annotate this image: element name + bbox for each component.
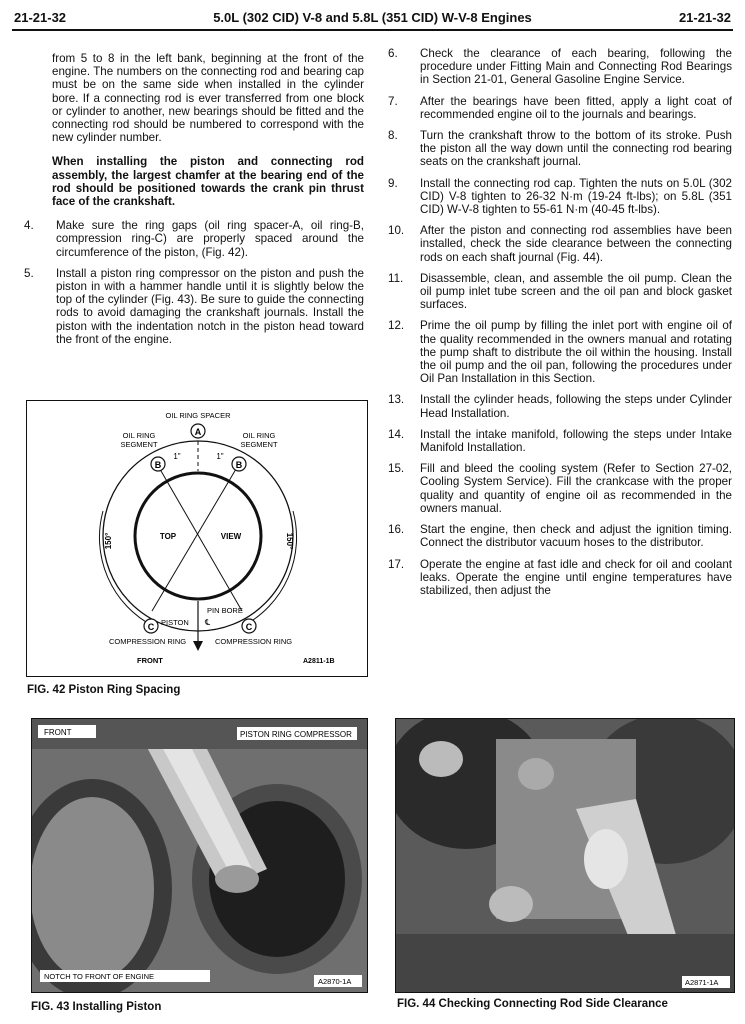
step-item — [388, 272, 732, 312]
step-text: Install the intake manifold, following the steps under Intake Manifold Installation. — [420, 427, 732, 455]
step-item — [388, 224, 732, 264]
step-text: After the bearings have been fitted, apply a light coat of recommended engine oil to the journals and bearings. — [420, 94, 732, 121]
step-item — [388, 523, 732, 549]
fig43-label-compressor: PISTON RING COMPRESSOR — [240, 730, 352, 739]
page-title: 5.0L (302 CID) V-8 and 5.8L (351 CID) W-V-8 Engines — [213, 10, 532, 25]
page-header — [14, 8, 731, 30]
step-item — [388, 462, 732, 515]
label-oil-ring-spacer: OIL RING SPACER — [165, 411, 231, 420]
label-piston: PISTON — [161, 618, 189, 627]
step-text: Fill and bleed the cooling system (Refer to Section 27-02, Cooling System Service). Fill the crankcase with the proper quality and quantity of engine oil as recommended in the owners manual. — [420, 462, 732, 515]
label-small-angle-right: 1" — [216, 452, 224, 461]
fig44-caption: FIG. 44 Checking Connecting Rod Side Clearance — [397, 998, 668, 1010]
step-item — [388, 558, 732, 598]
marker-b-left-label: B — [154, 460, 162, 470]
step-item — [388, 95, 732, 121]
bold-note: When installing the piston and connecting rod assembly, the largest chamfer at the bearing end of the rod should be positioned towards the crank pin thrust face of the crankshaft. — [52, 155, 364, 209]
label-oil-ring-left: OIL RING — [122, 431, 156, 440]
step-item — [388, 319, 732, 385]
fig42-caption: FIG. 42 Piston Ring Spacing — [27, 684, 181, 696]
marker-c-left-label: C — [147, 622, 155, 632]
step-text: Disassemble, clean, and assemble the oil pump. Clean the oil pump inlet tube screen and the oil pan and block gasket surfaces. — [420, 271, 732, 312]
step-number: 9. — [388, 176, 398, 190]
step-number: 14. — [388, 427, 405, 441]
fig42-diagram — [26, 400, 368, 677]
fig44-code: A2871-1A — [685, 978, 719, 987]
step-number: 10. — [388, 224, 405, 238]
step-number: 8. — [388, 129, 398, 143]
fig43-photo — [31, 718, 368, 993]
continuation-paragraph: from 5 to 8 in the left bank, beginning at the front of the engine. The numbers on the connecting rod and bearing cap must be on the same side when installed in the cylinder bore. If a connecting rod is ever transferred from one block or cylinder to another, new bearings should be fitted and the connecting rod should be numbered to correspond with the new cylinder number. — [52, 52, 364, 145]
fig42-code: A2811-1B — [303, 658, 335, 665]
step-text: Prime the oil pump by filling the inlet port with engine oil of the quality recommended in the owners manual and rotating the pump shaft to distribute the oil within the housing. Install the oil pump and the oil pan, following the procedures under Oil Pan Installation in this Section. — [420, 319, 732, 386]
side-clearance-photo — [396, 719, 734, 992]
label-front: FRONT — [137, 656, 163, 665]
label-view: VIEW — [220, 532, 242, 541]
step-item — [24, 267, 364, 346]
header-rule — [12, 29, 733, 31]
step-item — [388, 129, 732, 169]
fig44-photo — [395, 718, 735, 993]
fig43-caption: FIG. 43 Installing Piston — [31, 1001, 162, 1013]
step-number: 17. — [388, 557, 405, 571]
marker-c-right-label: C — [245, 622, 253, 632]
step-number: 13. — [388, 393, 405, 407]
step-text: Install the connecting rod cap. Tighten the nuts on 5.0L (302 CID) V-8 tighten to 26-32 N·m (19-24 ft-lbs); on 5.8L (351 CID) W-V-8 tighten to 55-61 N·m (40-45 ft-lbs). — [420, 176, 732, 217]
step-text: Check the clearance of each bearing, following the procedure under Fitting Main and Connecting Rod Bearings in Section 21-01, General Gasoline Engine Service. — [420, 47, 732, 87]
step-item — [388, 177, 732, 217]
fig43-label-notch: NOTCH TO FRONT OF ENGINE — [44, 972, 155, 981]
label-small-angle-left: 1" — [173, 452, 181, 461]
step-item — [24, 219, 364, 259]
step-item — [388, 428, 732, 454]
label-centerline: ℄ — [205, 618, 211, 627]
left-column — [24, 52, 364, 354]
label-segment-left: SEGMENT — [120, 440, 158, 449]
label-compression-ring-right: COMPRESSION RING — [215, 637, 293, 646]
label-top: TOP — [159, 532, 177, 541]
step-number: 12. — [388, 319, 405, 333]
right-column — [388, 47, 732, 605]
label-angle-left: 150° — [104, 532, 113, 550]
label-segment-right: SEGMENT — [240, 440, 278, 449]
page-number-right: 21-21-32 — [678, 10, 731, 25]
marker-a-label: A — [194, 427, 202, 437]
front-arrow — [193, 641, 203, 651]
piston-outline — [135, 473, 261, 599]
fig43-code: A2870-1A — [318, 977, 352, 986]
label-oil-ring-right: OIL RING — [242, 431, 276, 440]
label-angle-right: 150° — [285, 532, 294, 550]
step-number: 16. — [388, 523, 405, 537]
step-number: 7. — [388, 94, 398, 108]
installing-piston-photo — [32, 719, 367, 992]
step-text: Make sure the ring gaps (oil ring spacer-A, oil ring-B, compression ring-C) are properly spaced around the circumference of the piston, (Fig. 42). — [56, 219, 364, 259]
label-pin-bore: PIN BORE — [207, 606, 243, 615]
fig43-label-front: FRONT — [44, 728, 72, 737]
step-number: 6. — [388, 47, 398, 60]
step-text: After the piston and connecting rod assemblies have been installed, check the side clearance between the connecting rods on each shaft journal (Fig. 44). — [420, 224, 732, 264]
step-number: 15. — [388, 462, 405, 476]
piston-ring-diagram — [27, 401, 367, 676]
label-compression-ring-left: COMPRESSION RING — [109, 637, 187, 646]
step-item — [388, 47, 732, 87]
step-text: Operate the engine at fast idle and check for oil and coolant leaks. Operate the engine until engine temperatures have stabilized, then adjust the — [420, 557, 732, 597]
step-number: 11. — [388, 271, 404, 285]
step-item — [388, 393, 732, 419]
step-number: 5. — [24, 266, 34, 280]
step-text: Turn the crankshaft throw to the bottom of its stroke. Push the piston all the way down until the connecting rod bearing seats on the crankshaft journal. — [420, 129, 732, 169]
step-text: Install a piston ring compressor on the piston and push the piston in with a hammer handle until it is slightly below the top of the cylinder (Fig. 43). Be sure to guide the connecting rods to avoid damaging the crankshaft journals. Install the piston with the indentation notch in the piston head toward the front of the engine. — [56, 266, 364, 346]
marker-b-right-label: B — [235, 460, 243, 470]
step-text: Start the engine, then check and adjust the ignition timing. Connect the distributor vacuum hoses to the distributor. — [420, 523, 732, 550]
page-number-left: 21-21-32 — [14, 10, 67, 25]
step-number: 4. — [24, 219, 34, 233]
step-text: Install the cylinder heads, following the steps under Cylinder Head Installation. — [420, 393, 732, 420]
